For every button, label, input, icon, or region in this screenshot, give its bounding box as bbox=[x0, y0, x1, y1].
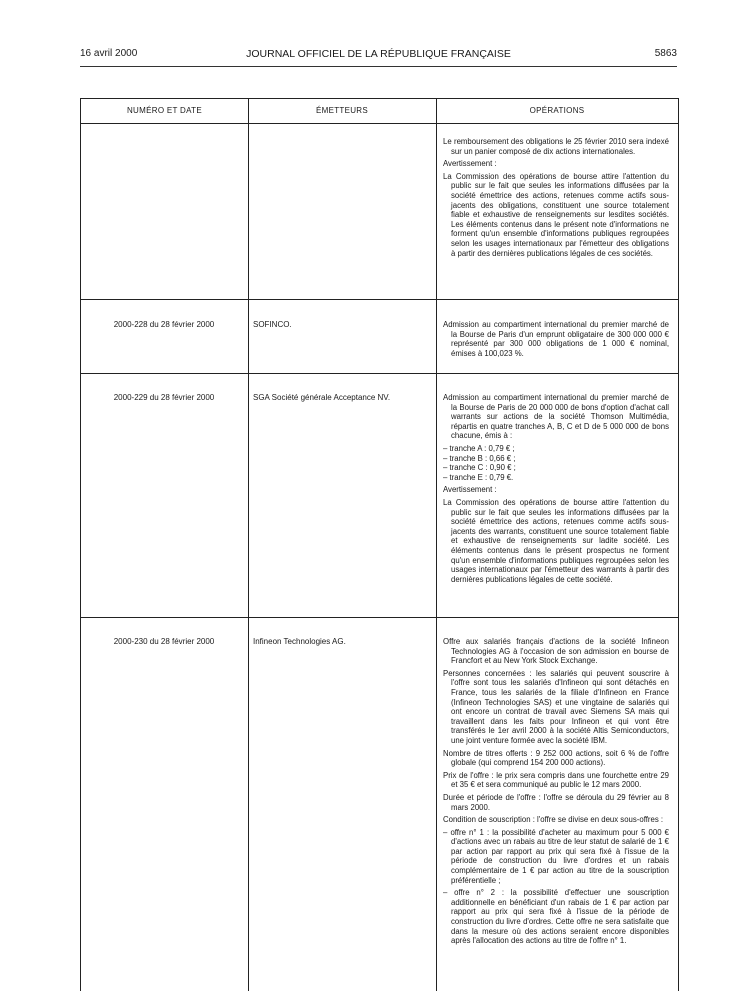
operation-text: Prix de l'offre : le prix sera compris dans une fourchette entre 29 et 35 € et sera communiqué au public le 12 mars 2000. bbox=[443, 770, 669, 790]
tranche-item: – tranche C : 0,90 € ; bbox=[443, 463, 516, 473]
column-header-emetteurs: ÉMETTEURS bbox=[315, 106, 369, 115]
row-divider bbox=[81, 299, 678, 300]
table-row-1-numero: 2000-228 du 28 février 2000 bbox=[113, 320, 215, 329]
header-rule bbox=[80, 66, 677, 67]
column-header-numero: NUMÉRO ET DATE bbox=[126, 106, 203, 115]
page-header bbox=[80, 48, 677, 62]
page-number: 5863 bbox=[654, 48, 677, 59]
sub-offer-item: – offre n° 1 : la possibilité d'acheter au maximum pour 5 000 € d'actions avec un rabais au titre de leur statut de salarié de 1 € par action par rapport au prix qui sera fixé à l'issue de la période de construction du livre d'ordres et un rabais complémentaire de 1 € par action au titre de la souscription préférentielle ; bbox=[443, 827, 669, 885]
header-date: 16 avril 2000 bbox=[80, 48, 138, 59]
column-header-operations: OPÉRATIONS bbox=[529, 106, 585, 115]
column-divider bbox=[248, 99, 249, 991]
operation-text: La Commission des opérations de bourse attire l'attention du public sur le fait que seules les informations diffusées par la société émettrice des actions, retenues comme actifs sous-jacents des obligations, constituent une source totalement fiable et exhaustive de renseignements sur lesdites sociétés. Les éléments contenus dans le présent note d'informations ne forment qu'un ensemble d'informations publiques regroupées selon les usages internationaux par l'émetteur des obligations à partir des dernières publications légales de ces sociétés. bbox=[443, 171, 669, 258]
table-row-0-operations bbox=[443, 137, 669, 261]
operation-text: Admission au compartiment international du premier marché de la Bourse de Paris de 20 000 000 de bons d'option d'achat call warrants sur actions de la société Thomson Multimédia, répartis en quatre tranches A, B, C et D de 5 000 000 de bons chacune, émis à : bbox=[443, 393, 669, 441]
operation-text: La Commission des opérations de bourse attire l'attention du public sur le fait que seules les informations diffusées par la société émettrice des actions, retenues comme actifs sous-jacents des warrants, constituent une source totalement fiable et exhaustive de renseignements sur ladite société. Les éléments contenus dans le présent prospectus ne forment qu'un ensemble d'informations publiques regroupées selon les usages internationaux par l'émetteur des warrants à partir des dernières publications légales de cette société. bbox=[443, 497, 669, 584]
row-divider bbox=[81, 373, 678, 374]
operation-text: Nombre de titres offerts : 9 252 000 actions, soit 6 % de l'offre globale (qui comprend 154 200 000 actions). bbox=[443, 748, 669, 768]
table-row-2-operations bbox=[443, 393, 669, 587]
operation-text: Condition de souscription : l'offre se divise en deux sous-offres : bbox=[443, 815, 664, 825]
row-divider bbox=[81, 617, 678, 618]
operation-text: Le remboursement des obligations le 25 février 2010 sera indexé sur un panier composé de dix actions internationales. bbox=[443, 137, 669, 156]
table-row-1-emetteur: SOFINCO. bbox=[253, 320, 292, 329]
tranche-item: – tranche B : 0,66 € ; bbox=[443, 453, 516, 463]
table-row-2-emetteur: SGA Société générale Acceptance NV. bbox=[253, 393, 391, 402]
sub-offer-item: – offre n° 2 : la possibilité d'effectuer une souscription additionnelle en bénéficiant d'un rabais de 1 € par action par rapport au prix qui sera fixé à l'issue de la période de construction du livre d'ordres. Cette offre ne sera satisfaite que dans la mesure où des actions seraient encore disponibles après l'allocation des actions au titre de l'offre n° 1. bbox=[443, 888, 669, 946]
table-row-3-operations bbox=[443, 637, 669, 949]
header-row-divider bbox=[81, 123, 678, 124]
tranche-item: – tranche A : 0,79 € ; bbox=[443, 443, 515, 453]
operation-text: Personnes concernées : les salariés qui peuvent souscrire à l'offre sont tous les salariés d'Infineon qui sont détachés en France, tous les salariés de la filiale d'Infineon en France (Infineon Technologies SAS) et une vingtaine de salariés qui ont encore un contrat de travail avec Siemens SA mais qui travaillent dans les faits pour Infineon et qui vont être transférés le 1er avril 2000 à la société Altis Semiconductors, une joint venture formée avec la société IBM. bbox=[443, 668, 669, 745]
table-row-1-operations bbox=[443, 320, 669, 361]
table-row-3-emetteur: Infineon Technologies AG. bbox=[253, 637, 346, 646]
operation-text: Admission au compartiment international du premier marché de la Bourse de Paris d'un emprunt obligataire de 300 000 000 € représenté par 300 000 obligations de 1 000 € nominal, émises à 100,023 %. bbox=[443, 320, 669, 358]
table-row-3-numero: 2000-230 du 28 février 2000 bbox=[113, 637, 215, 646]
operation-text: Durée et période de l'offre : l'offre se déroula du 29 février au 8 mars 2000. bbox=[443, 792, 669, 812]
operation-text: Offre aux salariés français d'actions de la société Infineon Technologies AG à l'occasion de son admission en bourse de Francfort et au New York Stock Exchange. bbox=[443, 637, 669, 666]
journal-title: JOURNAL OFFICIEL DE LA RÉPUBLIQUE FRANÇAISE bbox=[246, 48, 511, 60]
column-divider bbox=[436, 99, 437, 991]
tranche-item: – tranche E : 0,79 €. bbox=[443, 472, 514, 482]
warning-label: Avertissement : bbox=[443, 485, 497, 495]
warning-label: Avertissement : bbox=[443, 159, 497, 169]
operations-table bbox=[80, 98, 679, 991]
table-row-2-numero: 2000-229 du 28 février 2000 bbox=[113, 393, 215, 402]
